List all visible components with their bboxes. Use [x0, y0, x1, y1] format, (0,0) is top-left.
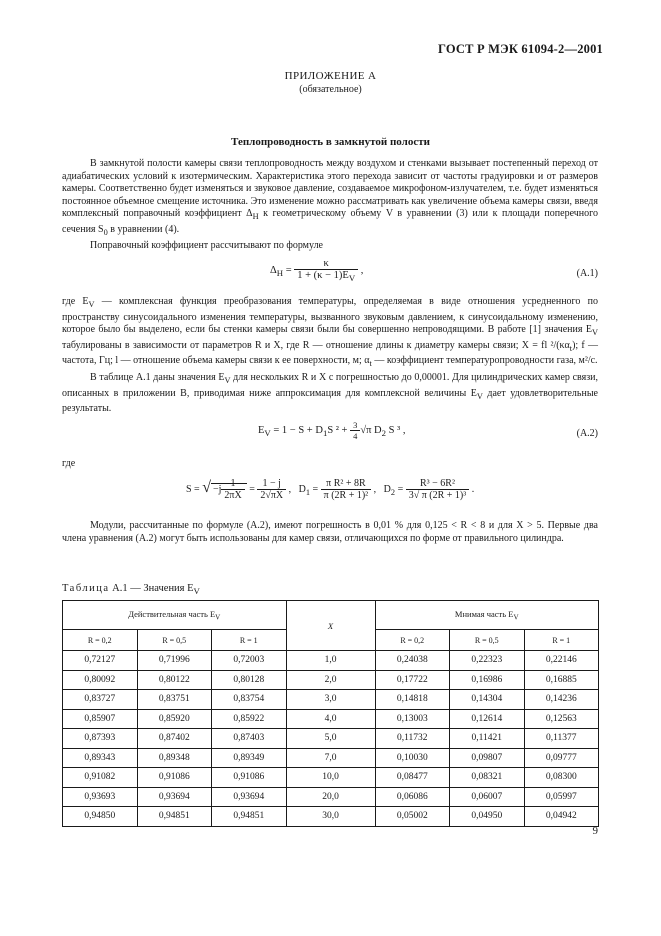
- cell-real: 0,83727: [63, 690, 138, 710]
- where-label: где: [62, 458, 76, 469]
- cell-x: 2,0: [286, 670, 375, 690]
- cell-imag: 0,11377: [524, 729, 599, 749]
- table-row: [63, 807, 599, 827]
- cell-imag: 0,22146: [524, 651, 599, 671]
- cell-imag: 0,08321: [450, 768, 525, 788]
- cell-real: 0,71996: [137, 651, 212, 671]
- table-row: [63, 690, 599, 710]
- paragraph-table-ref: В таблице А.1 даны значения $E_V$ для нескольких R и X с погрешностью до 0,00001. Для цилиндрических камер связи, описанных в приложении В, приводимая ниже аппроксимация для комплексной величины $E_V$ дает удовлетворительные результаты.: [62, 372, 598, 415]
- sub-header-r: R = 0,5: [137, 630, 212, 651]
- appendix-title: ПРИЛОЖЕНИЕ А: [284, 70, 377, 82]
- cell-real: 0,83754: [212, 690, 287, 710]
- cell-real: 0,72127: [63, 651, 138, 671]
- cell-real: 0,85922: [212, 709, 287, 729]
- cell-real: 0,85907: [63, 709, 138, 729]
- cell-imag: 0,09807: [450, 748, 525, 768]
- appendix-subtitle: (обязательное): [299, 84, 362, 95]
- cell-real: 0,89343: [63, 748, 138, 768]
- cell-x: 20,0: [286, 787, 375, 807]
- cell-x: 7,0: [286, 748, 375, 768]
- sub-header-r: R = 0,2: [375, 630, 450, 651]
- cell-imag: 0,14304: [450, 690, 525, 710]
- cell-imag: 0,05002: [375, 807, 450, 827]
- sub-header-r: R = 1: [524, 630, 599, 651]
- table-row: [63, 729, 599, 749]
- sub-header-r: R = 0,2: [63, 630, 138, 651]
- cell-imag: 0,17722: [375, 670, 450, 690]
- cell-real: 0,80122: [137, 670, 212, 690]
- cell-imag: 0,14236: [524, 690, 599, 710]
- cell-imag: 0,10030: [375, 748, 450, 768]
- sub-header-r: R = 1: [212, 630, 287, 651]
- cell-x: 10,0: [286, 768, 375, 788]
- cell-real: 0,89349: [212, 748, 287, 768]
- header-imag-part: Мнимая часть $E_V$: [375, 601, 599, 630]
- paragraph-accuracy: Модули, рассчитанные по формуле (А.2), имеют погрешность в 0,01 % для 0,125 < R < 8 и для X > 5. Первые два члена уравнения (А.2) могут быть использованы для камер связи, отличающихся по форме от правильного цилиндра.: [62, 520, 598, 544]
- cell-imag: 0,05997: [524, 787, 599, 807]
- header-x: X: [286, 601, 375, 651]
- sub-header-r: R = 0,5: [450, 630, 525, 651]
- cell-real: 0,94851: [212, 807, 287, 827]
- cell-real: 0,91086: [137, 768, 212, 788]
- cell-real: 0,72003: [212, 651, 287, 671]
- cell-imag: 0,12614: [450, 709, 525, 729]
- table-row: [63, 748, 599, 768]
- paragraph-definition: где $E_V$ — комплексная функция преобразования температуры, определяемая в виде отношения усредненного по пространству синусоидального изменения температуры, вызванного звуковым давлением, к синусоидальному изменению, которое было бы выделено, если бы стенки камеры связи были бы совершенно непроводящими. В работе [1] значения $E_V$ табулированы в зависимости от параметров R и X, где R — отношение длины к диаметру камеры связи; X = fl $^2/(\kappa\alpha_t)$; f — частота, Гц; l — отношение объема камеры связи к ее поверхности, м; $\alpha_t$ — коэффициент температуропроводности газа, м²/с.: [62, 296, 598, 369]
- cell-real: 0,87393: [63, 729, 138, 749]
- cell-real: 0,87403: [212, 729, 287, 749]
- cell-real: 0,85920: [137, 709, 212, 729]
- equation-number-a1: (А.1): [576, 268, 598, 279]
- table-row: [63, 768, 599, 788]
- cell-imag: 0,14818: [375, 690, 450, 710]
- cell-x: 30,0: [286, 807, 375, 827]
- cell-real: 0,94851: [137, 807, 212, 827]
- formula-a2: $E_V = 1 - S + D_1S$ ² + $\frac{3}{4}$ √π $D_2$ S ³ ,: [258, 420, 406, 441]
- values-table: [62, 600, 599, 827]
- cell-real: 0,91082: [63, 768, 138, 788]
- cell-real: 0,80128: [212, 670, 287, 690]
- cell-imag: 0,08477: [375, 768, 450, 788]
- cell-imag: 0,22323: [450, 651, 525, 671]
- header-real-part: Действительная часть $E_V$: [63, 601, 287, 630]
- cell-imag: 0,16986: [450, 670, 525, 690]
- table-caption: Таблица А.1 — Значения $E_V$: [62, 583, 200, 597]
- table-row: [63, 670, 599, 690]
- cell-imag: 0,08300: [524, 768, 599, 788]
- cell-imag: 0,09777: [524, 748, 599, 768]
- cell-imag: 0,06007: [450, 787, 525, 807]
- cell-real: 0,89348: [137, 748, 212, 768]
- cell-imag: 0,16885: [524, 670, 599, 690]
- paragraph-formula-intro: Поправочный коэффициент рассчитывают по формуле: [90, 240, 323, 251]
- formula-s-d1-d2: S = √ −j $\frac{1}{2\pi X}$ = $\frac{1 - j}{2√\pi X}$ , $D_1$ = $\frac{\text{π R² + 8R}}{\text{π (2R + 1)²}}$ , $D_2$ = $\frac{\text{R³ − 6R²}}{\text{3√ π (2R + 1)³}}$ .: [186, 478, 475, 501]
- cell-real: 0,94850: [63, 807, 138, 827]
- cell-real: 0,91086: [212, 768, 287, 788]
- paragraph-intro: В замкнутой полости камеры связи теплопроводность между воздухом и стенками вызывает постепенный переход от адиабатических условий к изотермическим. Характеристика этого перехода зависит от частоты градуировки и от размеров камеры. Соответственно будет изменяться и звуковое давление, создаваемое микрофоном-излучателем, т.е. будет изменяться постоянное объемное смещение источника. Это изменение можно рассматривать как увеличение объема камеры связи, введя комплексный поправочный коэффициент $\Delta_H$ к геометрическому объему V в уравнении (3) или к площади поперечного сечения $S_0$ в уравнении (4).: [62, 158, 598, 237]
- formula-a1: $\Delta_H$ = $\frac{\kappa}{1 + (\kappa - 1)E_V}$ ,: [270, 258, 364, 284]
- page-number: 9: [592, 825, 598, 837]
- equation-number-a2: (А.2): [576, 428, 598, 439]
- table-row: [63, 651, 599, 671]
- section-title: Теплопроводность в замкнутой полости: [231, 136, 430, 148]
- cell-imag: 0,24038: [375, 651, 450, 671]
- cell-imag: 0,11421: [450, 729, 525, 749]
- cell-x: 4,0: [286, 709, 375, 729]
- table-row: [63, 787, 599, 807]
- cell-real: 0,83751: [137, 690, 212, 710]
- table-row: [63, 709, 599, 729]
- cell-real: 0,93693: [63, 787, 138, 807]
- cell-x: 3,0: [286, 690, 375, 710]
- cell-real: 0,93694: [137, 787, 212, 807]
- cell-imag: 0,06086: [375, 787, 450, 807]
- cell-x: 5,0: [286, 729, 375, 749]
- cell-imag: 0,13003: [375, 709, 450, 729]
- cell-real: 0,87402: [137, 729, 212, 749]
- cell-real: 0,80092: [63, 670, 138, 690]
- cell-imag: 0,11732: [375, 729, 450, 749]
- document-id: ГОСТ Р МЭК 61094-2—2001: [438, 42, 603, 56]
- cell-real: 0,93694: [212, 787, 287, 807]
- cell-imag: 0,12563: [524, 709, 599, 729]
- cell-imag: 0,04950: [450, 807, 525, 827]
- cell-imag: 0,04942: [524, 807, 599, 827]
- cell-x: 1,0: [286, 651, 375, 671]
